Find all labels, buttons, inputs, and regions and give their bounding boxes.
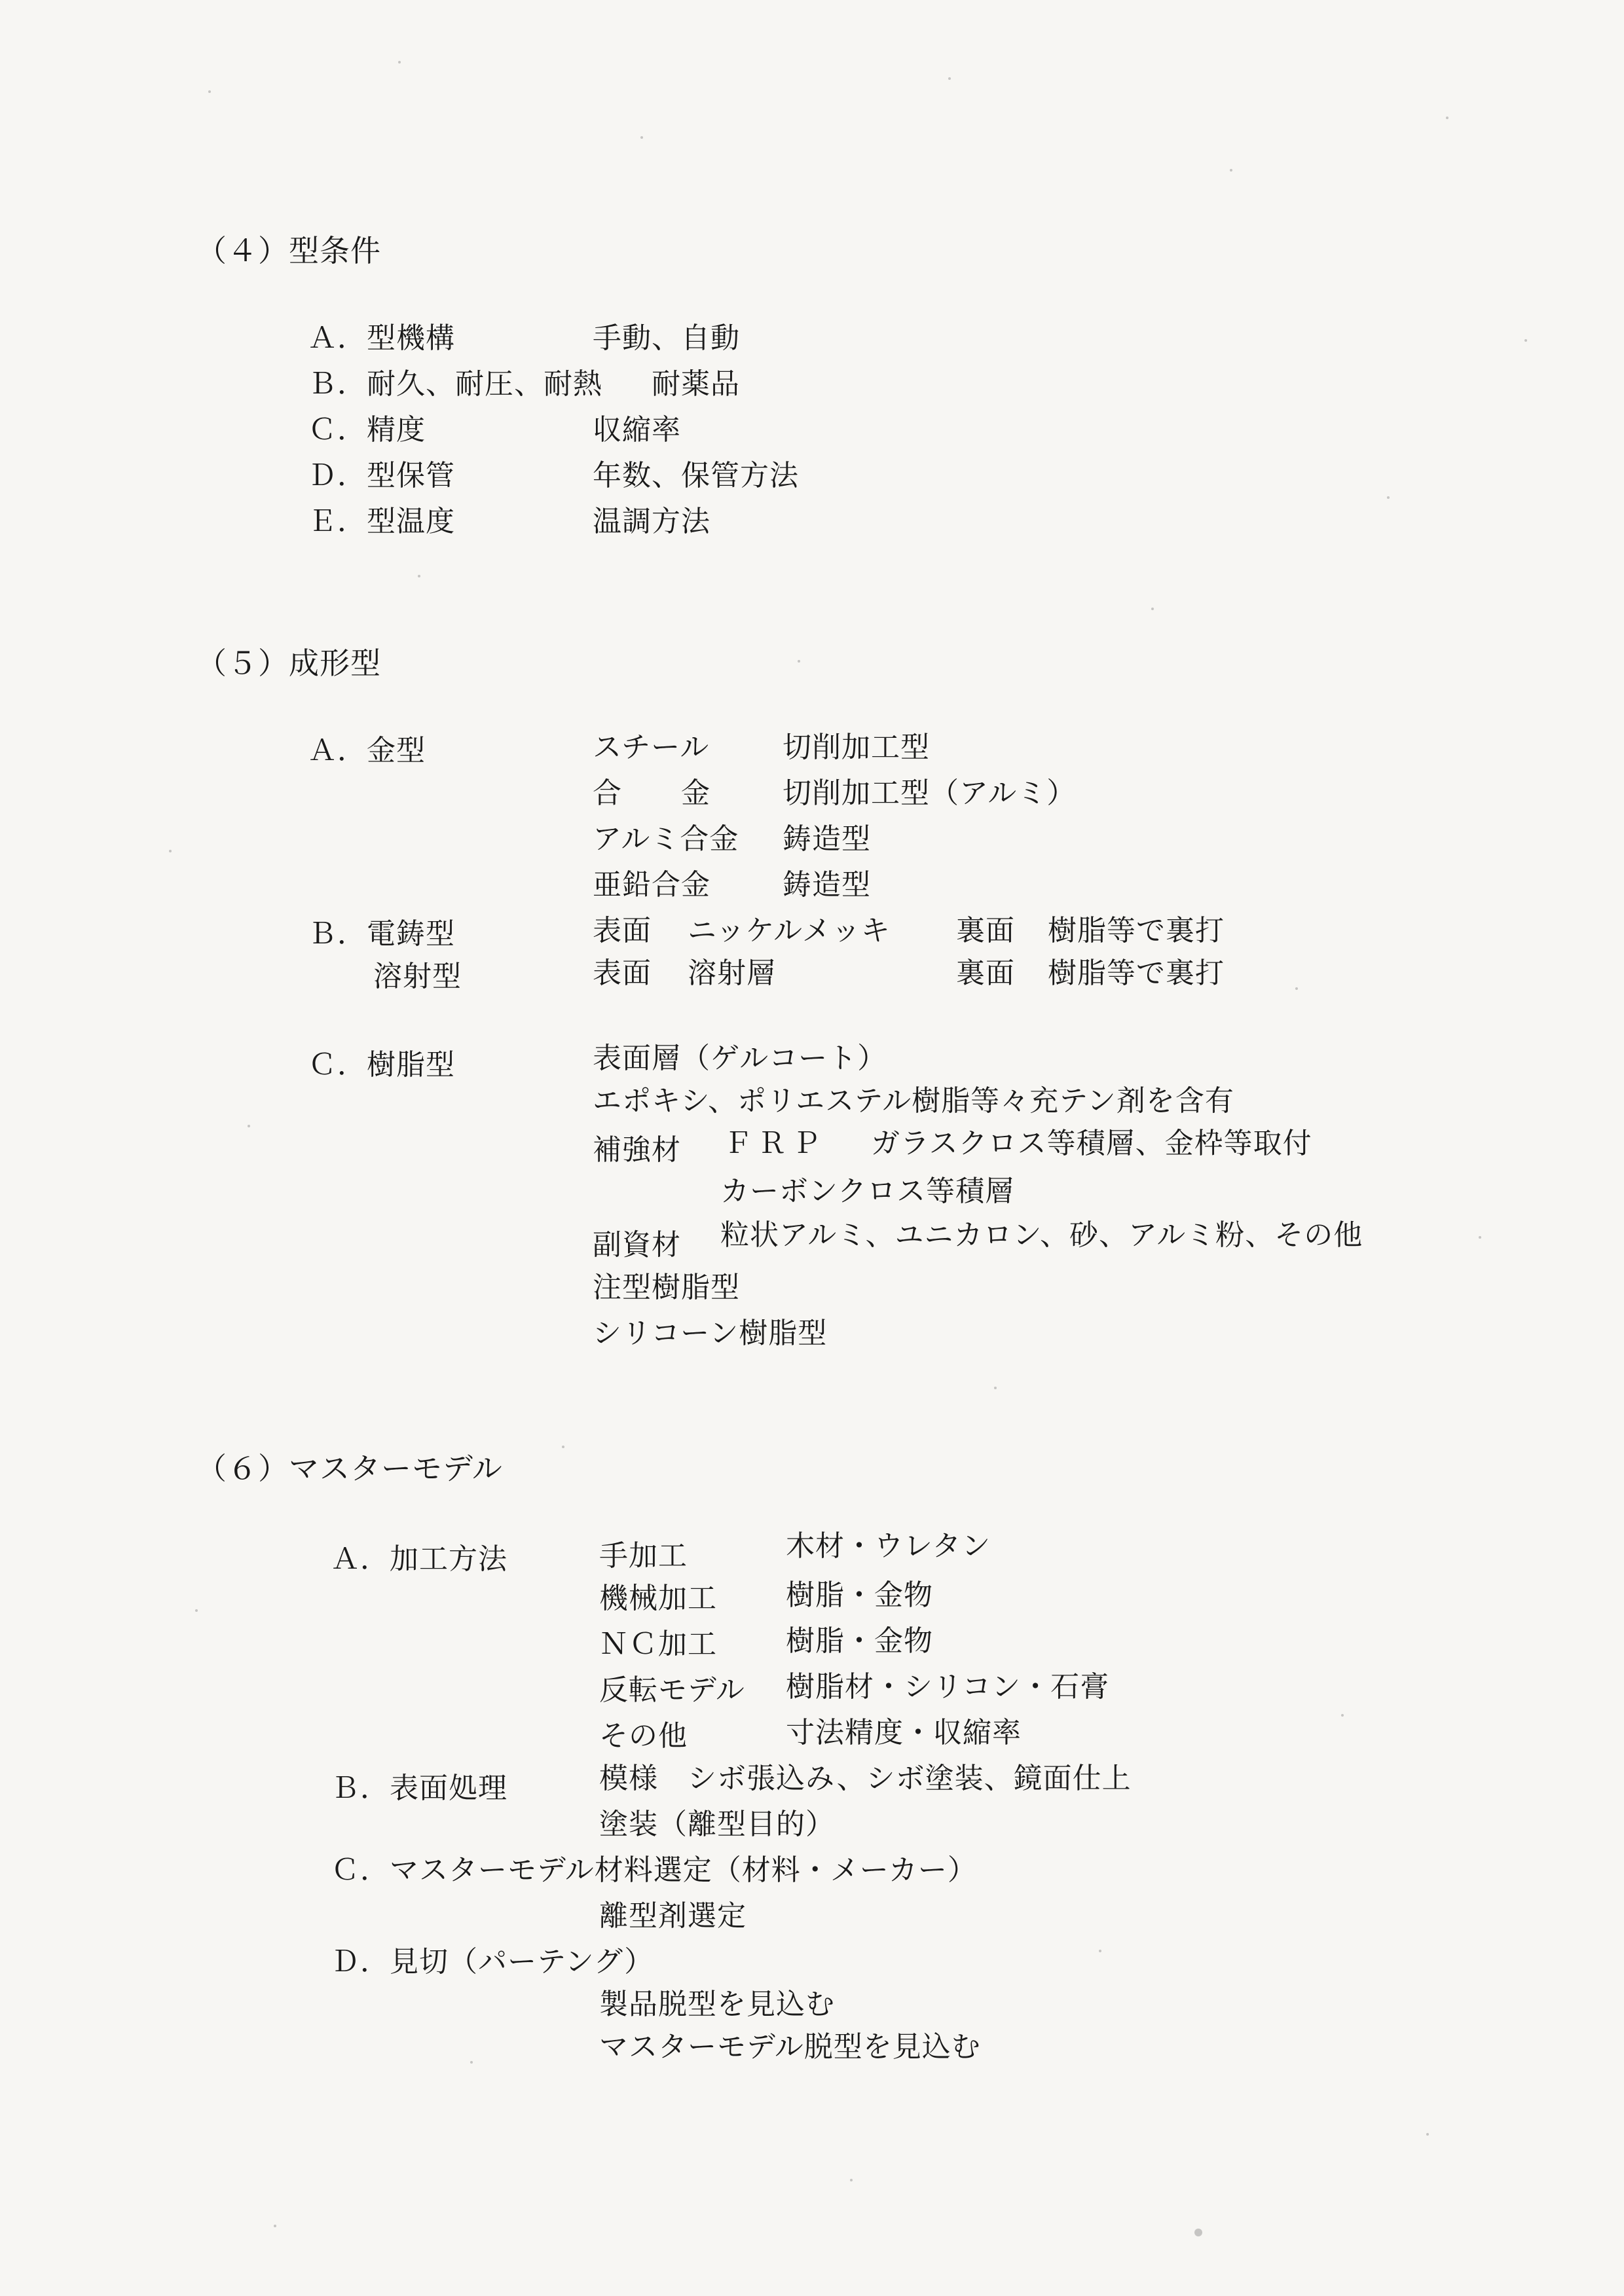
s4-item-c-label: Ｃ．精度 <box>308 413 426 446</box>
s5-c-line3-a: 補強材 <box>593 1133 681 1167</box>
s5-b-row1-back: 樹脂等で裏打 <box>1048 914 1225 947</box>
s6-a-row4-material: 樹脂材・シリコン・石膏 <box>786 1670 1110 1704</box>
section-5-heading: （５）成形型 <box>196 646 381 681</box>
s4-item-a-value: 手動、自動 <box>593 321 740 355</box>
s6-a-row5-material: 寸法精度・収縮率 <box>786 1716 1022 1749</box>
s5-c-line5-a: 副資材 <box>593 1228 681 1262</box>
s6-a-row3-method: ＮＣ加工 <box>599 1628 717 1661</box>
s6-c-label: Ｃ．マスターモデル材料選定（材料・メーカー） <box>331 1853 977 1887</box>
s4-item-e-value: 温調方法 <box>593 505 710 538</box>
s5-c-line4: カーボンクロス等積層 <box>720 1175 1015 1208</box>
s5-c-line1: 表面層（ゲルコート） <box>593 1042 887 1075</box>
s5-c-line3-c: ガラスクロス等積層、金枠等取付 <box>871 1127 1312 1160</box>
s4-item-d-label: Ｄ．型保管 <box>308 459 455 492</box>
s5-b-label2: 溶射型 <box>373 960 462 993</box>
s5-b-row1-surface-label: 表面 <box>593 914 652 947</box>
s5-a-row3-material: アルミ合金 <box>593 822 739 856</box>
s5-a-row2-material: 合 金 <box>593 776 710 810</box>
s5-b-row2-surface-label: 表面 <box>593 957 652 990</box>
s5-c-line6: 注型樹脂型 <box>593 1271 740 1304</box>
s6-a-row4-method: 反転モデル <box>599 1673 745 1707</box>
s6-c-line1: 離型剤選定 <box>599 1899 747 1933</box>
s5-c-line5-b: 粒状アルミ、ユニカロン、砂、アルミ粉、その他 <box>720 1218 1363 1252</box>
s6-d-line2: マスターモデル脱型を見込む <box>599 2030 981 2064</box>
s5-a-row2-method: 切削加工型（アルミ） <box>783 776 1077 810</box>
s6-d-line1: 製品脱型を見込む <box>599 1988 835 2021</box>
s5-c-line7: シリコーン樹脂型 <box>593 1317 828 1350</box>
section-6-heading: （６）マスターモデル <box>196 1451 503 1486</box>
s4-item-d-value: 年数、保管方法 <box>593 459 799 492</box>
s6-a-row2-material: 樹脂・金物 <box>786 1578 933 1612</box>
s6-a-row1-material: 木材・ウレタン <box>786 1529 991 1563</box>
s5-b-row2-back-label: 裏面 <box>956 957 1015 990</box>
s5-a-row1-method: 切削加工型 <box>783 731 930 764</box>
s5-c-label: Ｃ．樹脂型 <box>308 1048 455 1082</box>
s4-item-b-value: 耐薬品 <box>652 367 740 401</box>
s5-a-row4-method: 鋳造型 <box>783 868 871 902</box>
s5-b-row1-back-label: 裏面 <box>956 914 1015 947</box>
s5-b-row2-surface: 溶射層 <box>688 957 776 990</box>
s6-b-label: Ｂ．表面処理 <box>331 1772 507 1805</box>
s5-a-row3-method: 鋳造型 <box>783 822 871 856</box>
s5-b-row2-back: 樹脂等で裏打 <box>1048 957 1225 990</box>
s6-d-label: Ｄ．見切（パーテング） <box>331 1945 654 1978</box>
s4-item-b-label: Ｂ．耐久、耐圧、耐熱 <box>308 367 602 401</box>
section-4-heading: （４）型条件 <box>196 233 381 268</box>
s5-b-label1: Ｂ．電鋳型 <box>308 917 455 951</box>
s6-b-line2: 塗装（離型目的） <box>599 1808 835 1841</box>
s5-c-line2: エポキシ、ポリエステル樹脂等々充テン剤を含有 <box>593 1084 1234 1118</box>
s6-a-row5-method: その他 <box>599 1719 688 1753</box>
s4-item-a-label: Ａ．型機構 <box>308 321 455 355</box>
s6-b-line1: 模様 シボ張込み、シボ塗装、鏡面仕上 <box>599 1762 1132 1795</box>
s6-a-label: Ａ．加工方法 <box>331 1542 507 1576</box>
s6-a-row3-material: 樹脂・金物 <box>786 1624 933 1658</box>
s4-item-e-label: Ｅ．型温度 <box>308 505 455 538</box>
s5-a-row1-material: スチール <box>593 731 710 764</box>
s6-a-row1-method: 手加工 <box>599 1539 688 1573</box>
s5-c-line3-b: ＦＲＰ <box>724 1127 826 1160</box>
s5-a-row4-material: 亜鉛合金 <box>593 868 710 902</box>
s5-b-row1-surface: ニッケルメッキ <box>688 914 891 947</box>
s5-a-label: Ａ．金型 <box>308 734 426 767</box>
s6-a-row2-method: 機械加工 <box>599 1582 717 1615</box>
s4-item-c-value: 収縮率 <box>593 413 681 446</box>
